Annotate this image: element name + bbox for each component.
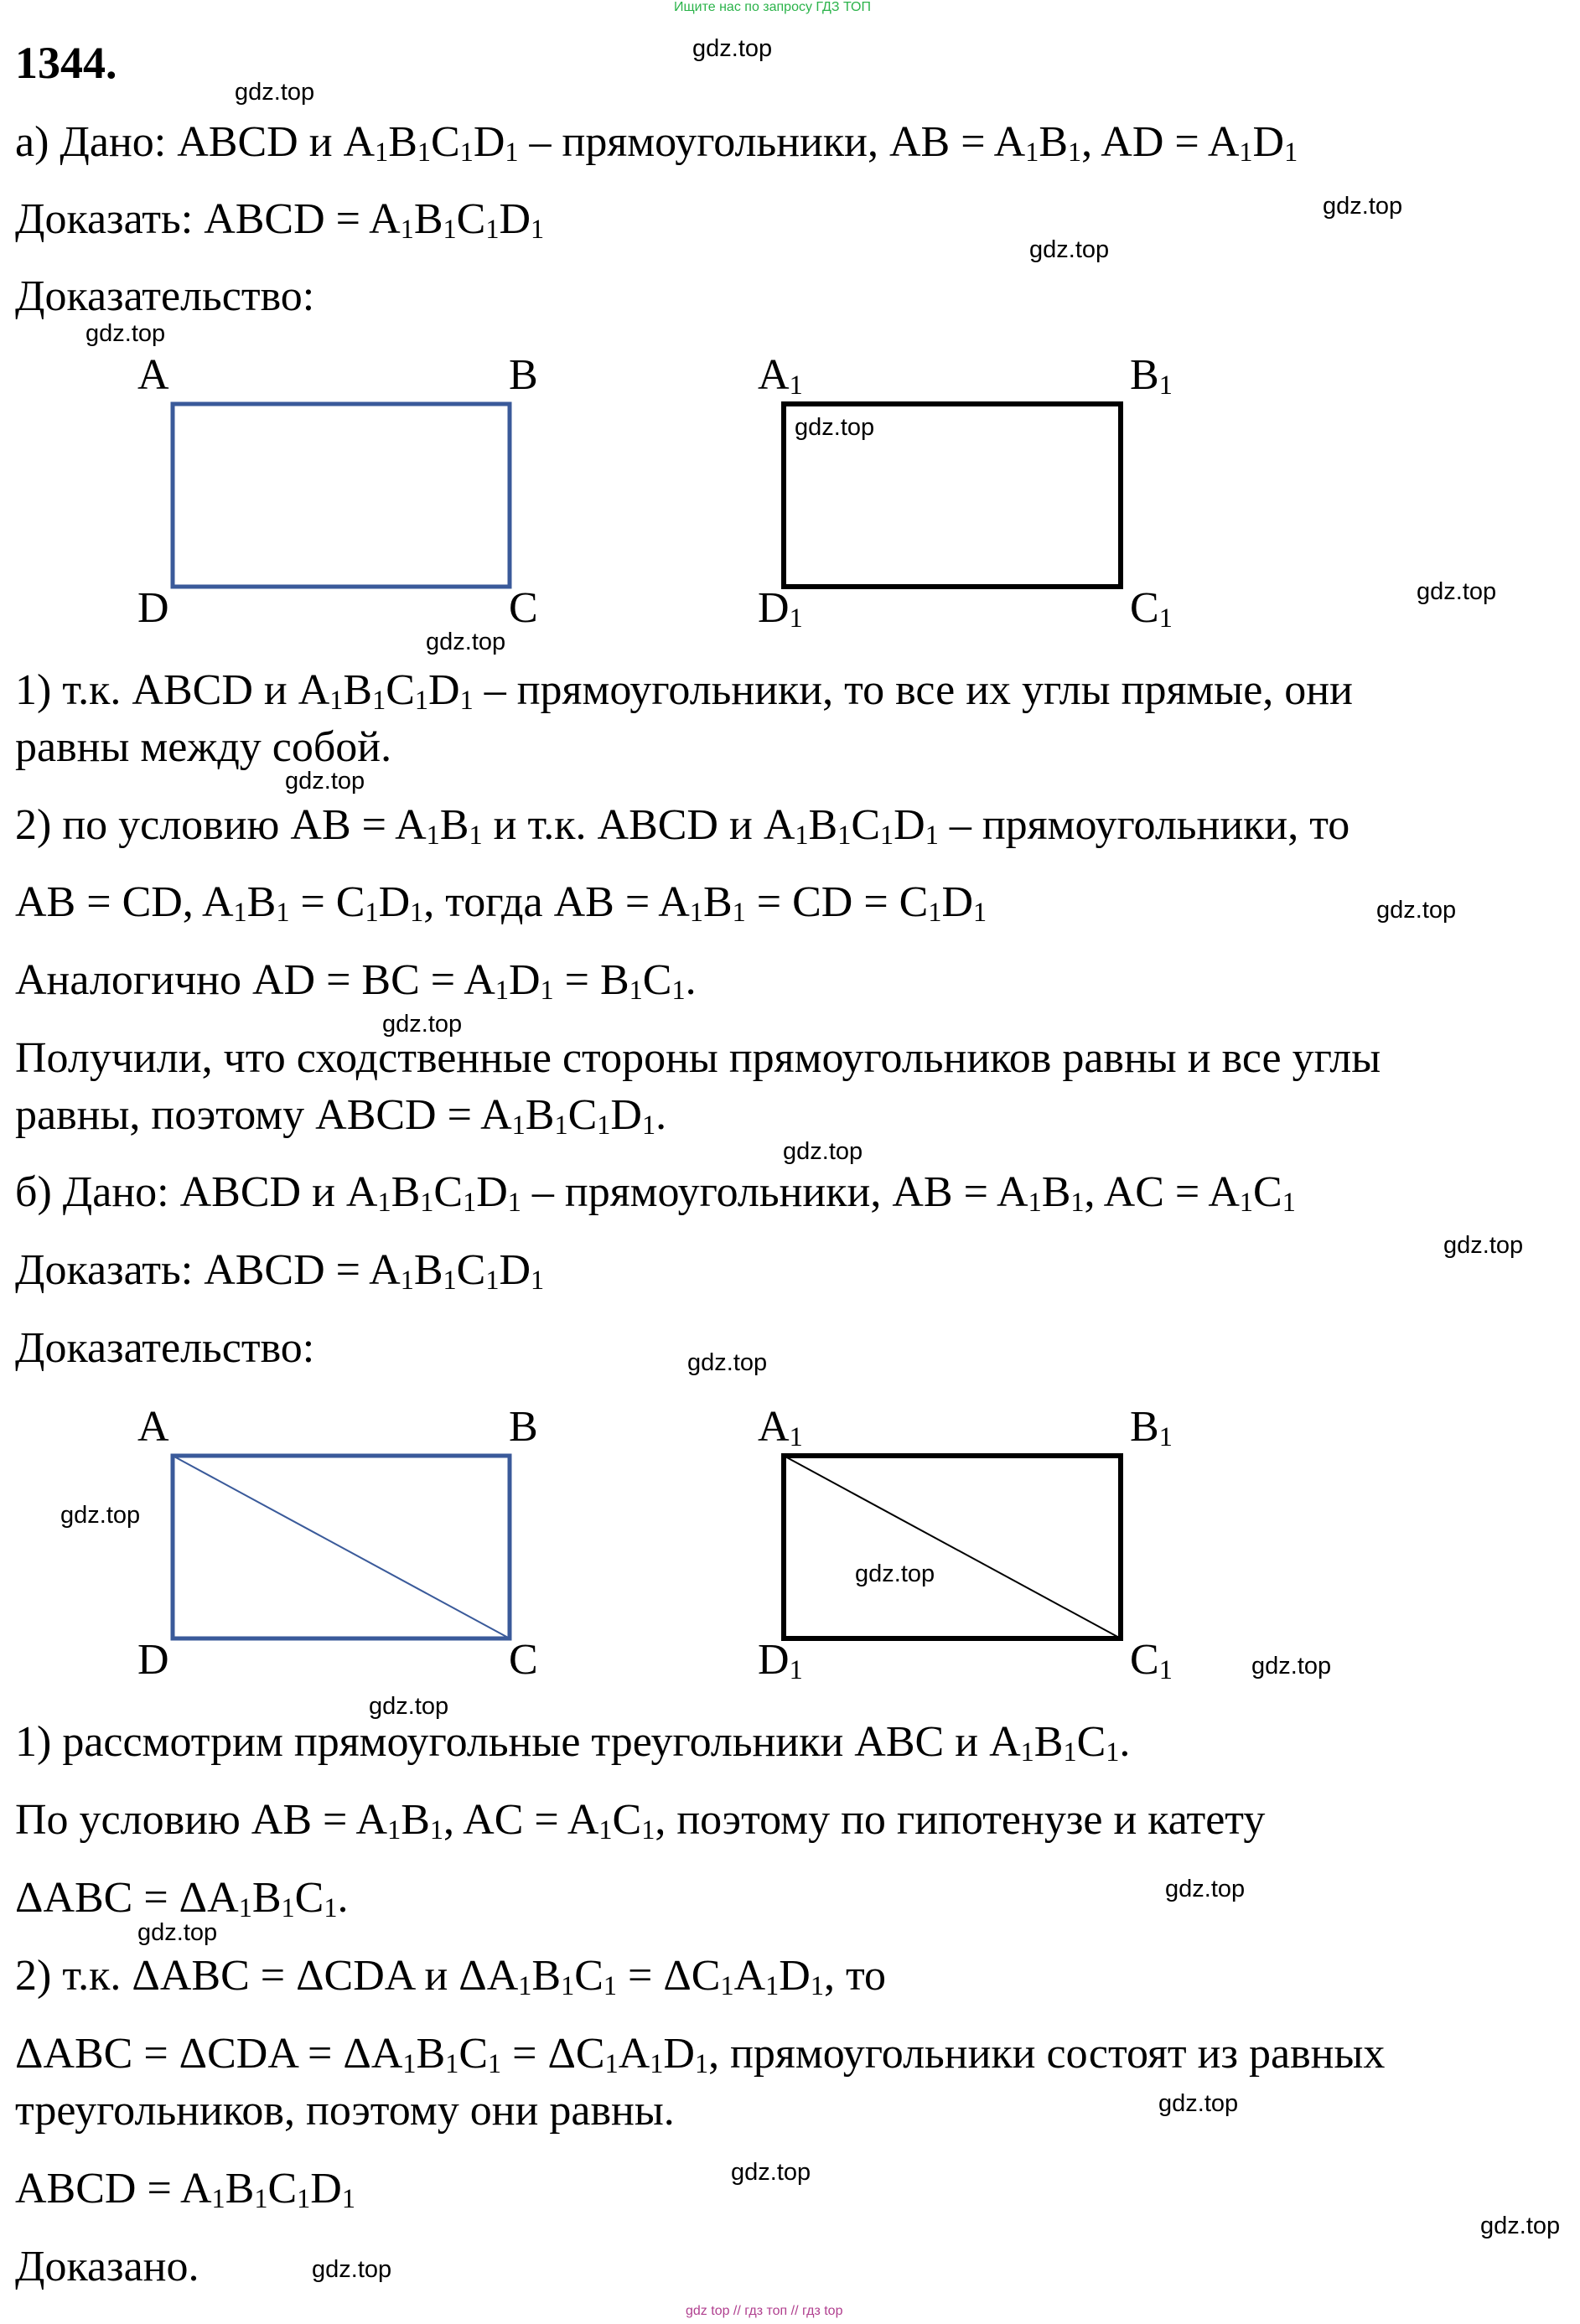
vertex-c1: $C_1$ bbox=[1130, 584, 1173, 633]
part-b-step1: 1) рассмотрим прямоугольные треугольники ABC и $A_1B_1C_1$. bbox=[15, 1718, 1131, 1767]
watermark: gdz.top bbox=[1480, 2213, 1561, 2239]
watermark: gdz.top bbox=[692, 35, 773, 62]
watermark: gdz.top bbox=[783, 1138, 863, 1165]
part-a-analog: Аналогично AD = BC = $A_1D_1 = B_1C_1$. bbox=[15, 956, 697, 1005]
watermark: gdz.top bbox=[731, 2159, 811, 2186]
watermark: gdz.top bbox=[137, 1919, 218, 1946]
part-b-proof-label: Доказательство: bbox=[15, 1324, 315, 1372]
vertex-b-d: D bbox=[137, 1636, 169, 1684]
part-b-given: б) Дано: ABCD и $A_1B_1C_1D_1$ – прямоугольники, AB = $A_1B_1$, AC = $A_1C_1$ bbox=[15, 1168, 1296, 1217]
watermark: gdz.top bbox=[60, 1502, 141, 1529]
vertex-b-a1: $A_1$ bbox=[758, 1403, 803, 1452]
vertex-d: D bbox=[137, 584, 169, 632]
diagonal-a1c1 bbox=[784, 1456, 1121, 1638]
part-b-step2-line2: $\Delta ABC = \Delta CDA = \Delta A_1B_1C_1 = \Delta C_1A_1D_1$, прямоугольники состоят из равных bbox=[15, 2030, 1386, 2078]
watermark: gdz.top bbox=[795, 414, 875, 441]
part-a-concl-line2: равны, поэтому ABCD = $A_1B_1C_1D_1$. bbox=[15, 1091, 667, 1140]
watermark: gdz.top bbox=[1376, 897, 1457, 924]
vertex-b-b1: $B_1$ bbox=[1130, 1403, 1173, 1452]
vertex-a1: $A_1$ bbox=[758, 351, 803, 400]
watermark: gdz.top bbox=[1029, 236, 1110, 263]
vertex-d1: $D_1$ bbox=[758, 584, 803, 633]
watermark: gdz.top bbox=[285, 768, 365, 795]
watermark: gdz.top bbox=[85, 320, 166, 347]
part-a-concl-line1: Получили, что сходственные стороны прямоугольников равны и все углы bbox=[15, 1034, 1381, 1082]
watermark: gdz.top bbox=[235, 79, 315, 106]
watermark: gdz.top bbox=[312, 2256, 392, 2283]
part-a-proof-label: Доказательство: bbox=[15, 272, 315, 320]
part-a-step2-line1: 2) по условию AB = $A_1B_1$ и т.к. ABCD и $A_1B_1C_1D_1$ – прямоугольники, то bbox=[15, 801, 1350, 850]
part-b-done: Доказано. bbox=[15, 2243, 199, 2290]
part-a-step2-line2: AB = CD, $A_1B_1 = C_1D_1$, тогда AB = $A_1B_1$ = CD = $C_1D_1$ bbox=[15, 878, 987, 927]
vertex-b1: $B_1$ bbox=[1130, 351, 1173, 400]
part-b-step2-line3: треугольников, поэтому они равны. bbox=[15, 2087, 675, 2135]
part-b-cond: По условию AB = $A_1B_1$, AC = $A_1C_1$, поэтому по гипотенузе и катету bbox=[15, 1796, 1266, 1845]
problem-number: 1344. bbox=[15, 38, 117, 88]
watermark: gdz.top bbox=[1443, 1232, 1524, 1259]
part-b-step2-line1: 2) т.к. ΔABC = ΔCDA и $\Delta A_1B_1C_1 = \Delta C_1A_1D_1$, то bbox=[15, 1952, 887, 2001]
watermark: gdz.top bbox=[1165, 1876, 1246, 1902]
vertex-b-a: A bbox=[137, 1403, 169, 1451]
footer-ad[interactable]: gdz top // гдз топ // гдз top bbox=[686, 2304, 843, 2318]
part-b-tri-eq: $\Delta ABC = \Delta A_1B_1C_1$. bbox=[15, 1874, 349, 1923]
vertex-b: B bbox=[509, 351, 538, 399]
part-a-step1-line1: 1) т.к. ABCD и $A_1B_1C_1D_1$ – прямоугольники, то все их углы прямые, они bbox=[15, 666, 1353, 715]
watermark: gdz.top bbox=[426, 629, 506, 655]
watermark: gdz.top bbox=[1251, 1653, 1332, 1680]
vertex-b-c1: $C_1$ bbox=[1130, 1636, 1173, 1685]
header-ad[interactable]: Ищите нас по запросу ГДЗ ТОП bbox=[674, 0, 871, 14]
part-a-step1-line2: равны между собой. bbox=[15, 723, 392, 771]
watermark: gdz.top bbox=[687, 1349, 768, 1376]
vertex-c: C bbox=[509, 584, 538, 632]
watermark: gdz.top bbox=[855, 1561, 935, 1587]
part-b-prove: Доказать: ABCD = $A_1B_1C_1D_1$ bbox=[15, 1246, 545, 1295]
watermark: gdz.top bbox=[382, 1011, 463, 1038]
watermark: gdz.top bbox=[369, 1693, 449, 1720]
vertex-b-d1: $D_1$ bbox=[758, 1636, 803, 1685]
vertex-b-c: C bbox=[509, 1636, 538, 1684]
part-b-final: ABCD = $A_1B_1C_1D_1$ bbox=[15, 2165, 355, 2213]
vertex-a: A bbox=[137, 351, 169, 399]
part-a-given: а) Дано: ABCD и $A_1B_1C_1D_1$ – прямоугольники, AB = $A_1B_1$, AD = $A_1D_1$ bbox=[15, 118, 1298, 167]
rect-abcd-a bbox=[173, 404, 510, 587]
watermark: gdz.top bbox=[1158, 2090, 1239, 2117]
part-a-prove: Доказать: ABCD = $A_1B_1C_1D_1$ bbox=[15, 195, 545, 244]
watermark: gdz.top bbox=[1323, 193, 1403, 220]
diagonal-ac bbox=[173, 1456, 510, 1638]
vertex-b-b: B bbox=[509, 1403, 538, 1451]
watermark: gdz.top bbox=[1417, 578, 1497, 605]
